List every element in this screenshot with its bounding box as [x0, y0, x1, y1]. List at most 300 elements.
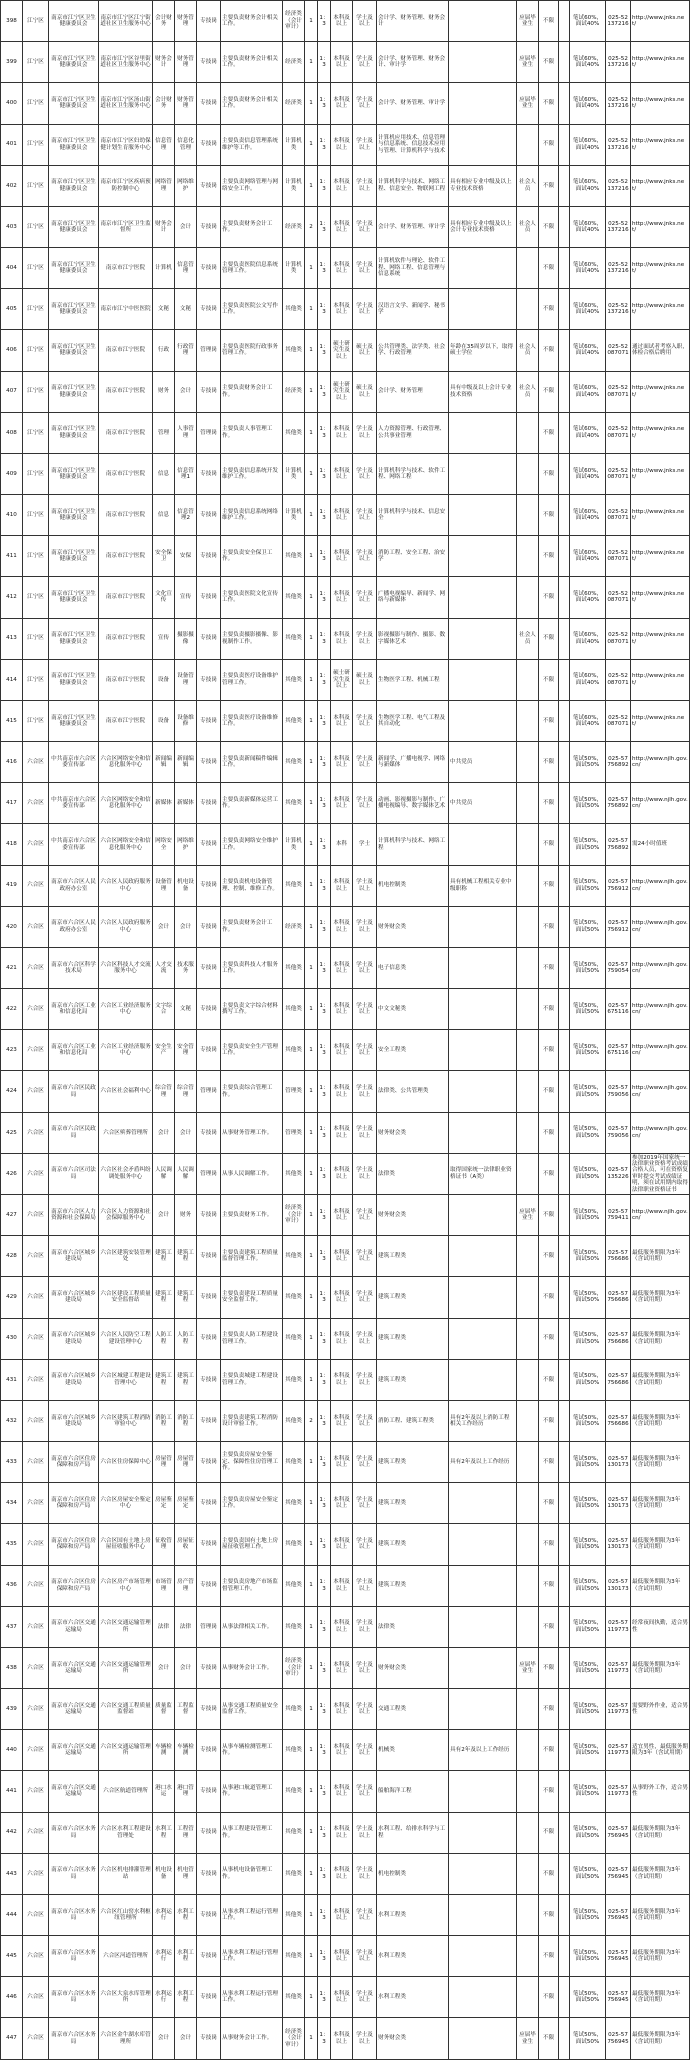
- cell-major: 新闻学、广播电视学、网络与新媒体: [377, 742, 449, 783]
- cell-exam-category: 计算机类: [283, 124, 305, 165]
- cell-exam-weight-marker: [559, 1359, 570, 1400]
- cell-applicant-type: 社会人员: [517, 330, 539, 371]
- cell-other-requirements: [449, 1936, 517, 1977]
- cell-ratio: 1：3: [318, 1318, 331, 1359]
- cell-other-requirements: [449, 1771, 517, 1812]
- cell-job-code: 431: [1, 1359, 23, 1400]
- cell-gender: 不限: [539, 1, 559, 42]
- cell-exam-category: 其他类: [283, 577, 305, 618]
- cell-degree: 学士及以上: [353, 1030, 377, 1071]
- cell-job-description: 主要负责文字综合材料撰写工作。: [221, 989, 283, 1030]
- cell-other-requirements: [449, 1894, 517, 1935]
- cell-position-name: 会计财务: [153, 1, 175, 42]
- cell-degree: 学士及以上: [353, 42, 377, 83]
- cell-major: 公共管理类、法学类、社会学、行政管理: [377, 330, 449, 371]
- cell-district: 江宁区: [23, 577, 49, 618]
- cell-phone: 025-52087071: [606, 330, 631, 371]
- cell-position-name: 建筑工程: [153, 1236, 175, 1277]
- cell-department: 南京市六合区民政局: [49, 1112, 99, 1153]
- table-row: [1, 1359, 690, 1400]
- cell-job-description: 主要负责财务会计相关工作。: [221, 1, 283, 42]
- table-row: [1, 165, 690, 206]
- cell-department: 南京市江宁区卫生健康委员会: [49, 248, 99, 289]
- cell-position-name: 会计: [153, 1647, 175, 1688]
- cell-department: 南京市江宁区卫生健康委员会: [49, 536, 99, 577]
- cell-remarks: 需24小时值班: [631, 824, 690, 865]
- cell-exam-category: 其他类: [283, 1565, 305, 1606]
- cell-ratio: 1：3: [318, 124, 331, 165]
- cell-exam-weight-marker: [559, 1, 570, 42]
- cell-exam-category: 其他类: [283, 1771, 305, 1812]
- cell-position-name: 水利运行: [153, 1977, 175, 2018]
- cell-district: 江宁区: [23, 618, 49, 659]
- cell-position-name: 会计: [153, 2018, 175, 2059]
- cell-exam-category: 经济类（会计审计）: [283, 2018, 305, 2059]
- cell-major: 法律类、公共管理类: [377, 1071, 449, 1112]
- cell-job-description: 主要负责国有土地上房屋征收管理工作。: [221, 1524, 283, 1565]
- cell-education: 本科及以上: [331, 577, 353, 618]
- cell-district: 江宁区: [23, 659, 49, 700]
- cell-position-category: 人民调解: [175, 1153, 197, 1194]
- cell-gender: 不限: [539, 412, 559, 453]
- cell-education: 本科及以上: [331, 1977, 353, 2018]
- cell-major: 汉语言文学、新闻学、秘书学: [377, 289, 449, 330]
- cell-headcount: 1: [305, 947, 318, 988]
- cell-district: 六合区: [23, 1977, 49, 2018]
- cell-position-category: 信息管理: [175, 248, 197, 289]
- cell-major: 计算机软件与理论、软件工程、网络工程、信息管理与信息系统: [377, 248, 449, 289]
- cell-job-code: 428: [1, 1236, 23, 1277]
- cell-applicant-type: [517, 989, 539, 1030]
- cell-phone: 025-57756892: [606, 742, 631, 783]
- cell-exam-weight: 笔试50%，面试50%: [570, 824, 606, 865]
- cell-education: 本科及以上: [331, 1071, 353, 1112]
- cell-gender: 不限: [539, 206, 559, 247]
- cell-gender: 不限: [539, 700, 559, 741]
- cell-exam-weight: 笔试60%，面试40%: [570, 165, 606, 206]
- cell-position-category: 文秘: [175, 289, 197, 330]
- cell-ratio: 1：3: [318, 1771, 331, 1812]
- cell-education: 硕士研究生及以上: [331, 371, 353, 412]
- cell-education: 本科及以上: [331, 248, 353, 289]
- cell-position-name: 信息: [153, 495, 175, 536]
- cell-phone: 025-57756945: [606, 2018, 631, 2059]
- cell-gender: 不限: [539, 495, 559, 536]
- cell-district: 六合区: [23, 1071, 49, 1112]
- cell-unit: 六合区人民政府服务中心: [99, 906, 153, 947]
- cell-major: 机电控制类: [377, 1853, 449, 1894]
- cell-other-requirements: [449, 659, 517, 700]
- cell-position-name: 信息: [153, 453, 175, 494]
- cell-position-type: 专技岗: [197, 1894, 221, 1935]
- cell-other-requirements: [449, 700, 517, 741]
- cell-unit: 六合区住房保障中心: [99, 1442, 153, 1483]
- cell-position-name: 人防工程: [153, 1318, 175, 1359]
- cell-major: 财务财会类: [377, 1194, 449, 1235]
- cell-position-category: 网络维护: [175, 824, 197, 865]
- cell-exam-category: 其他类: [283, 865, 305, 906]
- cell-district: 六合区: [23, 1277, 49, 1318]
- cell-ratio: 1：3: [318, 1400, 331, 1441]
- cell-exam-weight-marker: [559, 248, 570, 289]
- cell-headcount: 1: [305, 700, 318, 741]
- cell-ratio: 1：3: [318, 824, 331, 865]
- cell-education: 本科及以上: [331, 1812, 353, 1853]
- cell-major: 建筑工程类: [377, 1442, 449, 1483]
- cell-department: 南京市江宁区卫生健康委员会: [49, 206, 99, 247]
- cell-job-code: 446: [1, 1977, 23, 2018]
- cell-position-name: 机电设备: [153, 1853, 175, 1894]
- cell-unit: 六合区红山窑水利枢纽管理所: [99, 1894, 153, 1935]
- cell-other-requirements: [449, 1565, 517, 1606]
- cell-other-requirements: 具有2年及以上工作经历: [449, 1442, 517, 1483]
- cell-position-type: 专技岗: [197, 1524, 221, 1565]
- cell-applicant-type: [517, 947, 539, 988]
- cell-headcount: 1: [305, 1771, 318, 1812]
- cell-position-name: 消防工程: [153, 1400, 175, 1441]
- cell-job-description: 从事机电设备管理工作。: [221, 1853, 283, 1894]
- cell-unit: 南京市江宁医院: [99, 577, 153, 618]
- cell-exam-weight-marker: [559, 1277, 570, 1318]
- cell-gender: 不限: [539, 1977, 559, 2018]
- cell-exam-weight: 笔试50%，面试50%: [570, 1194, 606, 1235]
- cell-exam-category: 其他类: [283, 659, 305, 700]
- cell-job-code: 405: [1, 289, 23, 330]
- cell-ratio: 1：3: [318, 1236, 331, 1277]
- cell-education: 本科及以上: [331, 1771, 353, 1812]
- cell-gender: 不限: [539, 2018, 559, 2059]
- cell-unit: 南京市江宁区妇幼保健计划生育服务中心: [99, 124, 153, 165]
- cell-position-category: 财务管理: [175, 1, 197, 42]
- cell-position-type: 专技岗: [197, 1730, 221, 1771]
- cell-job-description: 主要负责机电设备管理、控制、维修工作。: [221, 865, 283, 906]
- cell-position-type: 专技岗: [197, 1112, 221, 1153]
- cell-job-description: 主要负责信息系统网络维护工作。: [221, 495, 283, 536]
- cell-position-name: 人才交流: [153, 947, 175, 988]
- cell-department: 南京市六合区水务局: [49, 1894, 99, 1935]
- cell-applicant-type: [517, 1359, 539, 1400]
- cell-job-description: 从事车辆检测管理工作。: [221, 1730, 283, 1771]
- cell-position-type: 专技岗: [197, 83, 221, 124]
- cell-major: 财务财会类: [377, 2018, 449, 2059]
- cell-phone: 025-57130173: [606, 1442, 631, 1483]
- cell-gender: 不限: [539, 1730, 559, 1771]
- cell-gender: 不限: [539, 1318, 559, 1359]
- cell-position-category: 新媒体: [175, 783, 197, 824]
- cell-other-requirements: 具有相应专业中级及以上会计专业技术资格: [449, 206, 517, 247]
- cell-education: 本科及以上: [331, 742, 353, 783]
- cell-headcount: 1: [305, 1236, 318, 1277]
- cell-other-requirements: 中共党员: [449, 742, 517, 783]
- cell-exam-category: 其他类: [283, 536, 305, 577]
- cell-major: 动画、影视摄影与制作、广播电视编导、数字媒体艺术: [377, 783, 449, 824]
- cell-district: 江宁区: [23, 206, 49, 247]
- cell-ratio: 1：3: [318, 1524, 331, 1565]
- cell-gender: 不限: [539, 1236, 559, 1277]
- cell-job-description: 主要负责房地产市场监督管理工作。: [221, 1565, 283, 1606]
- cell-phone: 025-57759411: [606, 1194, 631, 1235]
- cell-exam-weight: 笔试50%，面试50%: [570, 1565, 606, 1606]
- cell-exam-weight-marker: [559, 1318, 570, 1359]
- cell-district: 六合区: [23, 1936, 49, 1977]
- cell-education: 本科及以上: [331, 1030, 353, 1071]
- cell-education: 本科及以上: [331, 1277, 353, 1318]
- cell-exam-category: 其他类: [283, 1318, 305, 1359]
- cell-remarks: 最低服务期限为3年（含试用期）: [631, 1565, 690, 1606]
- cell-position-type: 管理岗: [197, 412, 221, 453]
- cell-job-code: 435: [1, 1524, 23, 1565]
- cell-degree: 学士及以上: [353, 1442, 377, 1483]
- cell-position-name: 人民调解: [153, 1153, 175, 1194]
- cell-position-type: 专技岗: [197, 1236, 221, 1277]
- cell-position-type: 专技岗: [197, 1194, 221, 1235]
- table-row: [1, 1318, 690, 1359]
- cell-ratio: 1：3: [318, 1812, 331, 1853]
- cell-position-name: 信息管理: [153, 124, 175, 165]
- cell-position-name: 水利运行: [153, 1936, 175, 1977]
- cell-job-code: 429: [1, 1277, 23, 1318]
- cell-phone: 025-57119773: [606, 1730, 631, 1771]
- table-row: [1, 865, 690, 906]
- cell-phone: 025-52087071: [606, 412, 631, 453]
- cell-gender: 不限: [539, 865, 559, 906]
- cell-position-type: 专技岗: [197, 2018, 221, 2059]
- cell-exam-weight-marker: [559, 1812, 570, 1853]
- cell-exam-weight: 笔试60%，面试40%: [570, 618, 606, 659]
- cell-exam-weight: 笔试50%，面试50%: [570, 1894, 606, 1935]
- cell-exam-weight: 笔试60%，面试40%: [570, 700, 606, 741]
- cell-district: 江宁区: [23, 700, 49, 741]
- cell-department: 南京市江宁区卫生健康委员会: [49, 659, 99, 700]
- cell-remarks: http://www.jnks.net/: [631, 371, 690, 412]
- cell-phone: 025-52137216: [606, 42, 631, 83]
- cell-exam-category: 其他类: [283, 289, 305, 330]
- cell-headcount: 2: [305, 206, 318, 247]
- cell-applicant-type: [517, 1318, 539, 1359]
- cell-phone: 025-57130173: [606, 1483, 631, 1524]
- cell-degree: 学士及以上: [353, 1153, 377, 1194]
- cell-other-requirements: 具有机械工程相关专业中级职称: [449, 865, 517, 906]
- cell-exam-weight-marker: [559, 659, 570, 700]
- cell-gender: 不限: [539, 1689, 559, 1730]
- cell-position-category: 会计: [175, 206, 197, 247]
- cell-degree: 学士及以上: [353, 1812, 377, 1853]
- cell-job-description: 主要负责财务会计相关工作。: [221, 42, 283, 83]
- cell-district: 六合区: [23, 1112, 49, 1153]
- cell-exam-weight: 笔试50%，面试50%: [570, 1236, 606, 1277]
- cell-gender: 不限: [539, 1112, 559, 1153]
- cell-major: 会计学、财务管理、审计学: [377, 83, 449, 124]
- table-row: [1, 1112, 690, 1153]
- cell-unit: 南京市江宁医院: [99, 371, 153, 412]
- cell-gender: 不限: [539, 1359, 559, 1400]
- cell-unit: 南京市江宁医院: [99, 412, 153, 453]
- cell-ratio: 1：3: [318, 1194, 331, 1235]
- cell-position-type: 专技岗: [197, 371, 221, 412]
- cell-phone: 025-52087071: [606, 659, 631, 700]
- cell-degree: 学士及以上: [353, 1524, 377, 1565]
- cell-headcount: 1: [305, 289, 318, 330]
- cell-remarks: http://www.jnks.net/: [631, 165, 690, 206]
- cell-department: 南京市六合区住房保障和房产局: [49, 1483, 99, 1524]
- cell-other-requirements: [449, 412, 517, 453]
- cell-degree: 学士及以上: [353, 906, 377, 947]
- cell-district: 江宁区: [23, 453, 49, 494]
- cell-exam-weight: 笔试50%，面试50%: [570, 1277, 606, 1318]
- cell-position-name: 房屋鉴定: [153, 1483, 175, 1524]
- cell-degree: 学士及以上: [353, 1194, 377, 1235]
- cell-phone: 025-57756686: [606, 1236, 631, 1277]
- cell-position-category: 会计: [175, 2018, 197, 2059]
- cell-headcount: 1: [305, 865, 318, 906]
- cell-degree: 学士及以上: [353, 1318, 377, 1359]
- cell-job-code: 445: [1, 1936, 23, 1977]
- cell-job-code: 436: [1, 1565, 23, 1606]
- cell-position-category: 技术服务: [175, 947, 197, 988]
- cell-exam-weight-marker: [559, 577, 570, 618]
- cell-exam-weight-marker: [559, 824, 570, 865]
- cell-ratio: 1：3: [318, 659, 331, 700]
- cell-job-code: 400: [1, 83, 23, 124]
- cell-education: 本科及以上: [331, 1, 353, 42]
- table-row: [1, 330, 690, 371]
- cell-unit: 六合区网络安全和信息化服务中心: [99, 824, 153, 865]
- cell-unit: 六合区国有土地上房屋征收服务中心: [99, 1524, 153, 1565]
- cell-position-category: 设备管理: [175, 659, 197, 700]
- cell-exam-weight-marker: [559, 618, 570, 659]
- table-row: [1, 906, 690, 947]
- cell-job-code: 419: [1, 865, 23, 906]
- cell-job-code: 438: [1, 1647, 23, 1688]
- cell-other-requirements: [449, 1483, 517, 1524]
- cell-job-description: 主要负责建筑工程消防设计审验工作。: [221, 1400, 283, 1441]
- cell-headcount: 1: [305, 1112, 318, 1153]
- cell-district: 江宁区: [23, 289, 49, 330]
- cell-gender: 不限: [539, 1936, 559, 1977]
- cell-remarks: http://www.jnks.net/: [631, 453, 690, 494]
- cell-job-code: 430: [1, 1318, 23, 1359]
- cell-position-category: 会计: [175, 371, 197, 412]
- cell-position-category: 安全管理: [175, 1030, 197, 1071]
- cell-job-description: 主要负责网络管理与网络安全工作。: [221, 165, 283, 206]
- table-row: [1, 577, 690, 618]
- cell-exam-weight: 笔试50%，面试50%: [570, 989, 606, 1030]
- cell-exam-weight: 笔试50%，面试50%: [570, 1153, 606, 1194]
- cell-applicant-type: 应届毕业生: [517, 1647, 539, 1688]
- cell-exam-weight-marker: [559, 206, 570, 247]
- cell-unit: 六合区殡葬管理所: [99, 1112, 153, 1153]
- cell-position-category: 财务: [175, 1194, 197, 1235]
- cell-district: 六合区: [23, 906, 49, 947]
- cell-unit: 六合区水利工程建设管理处: [99, 1812, 153, 1853]
- cell-major: 法律类: [377, 1153, 449, 1194]
- cell-job-description: 主要负责房屋安全鉴定工作。: [221, 1483, 283, 1524]
- cell-headcount: 1: [305, 1977, 318, 2018]
- cell-major: 计算机科学与技术、信息安全: [377, 495, 449, 536]
- cell-district: 六合区: [23, 2018, 49, 2059]
- cell-other-requirements: [449, 1030, 517, 1071]
- cell-degree: 学士及以上: [353, 1112, 377, 1153]
- cell-remarks: 最低服务期限为3年（含试用期）: [631, 1483, 690, 1524]
- cell-ratio: 1：3: [318, 1606, 331, 1647]
- cell-exam-weight: 笔试60%，面试40%: [570, 330, 606, 371]
- cell-department: 南京市六合区城乡建设局: [49, 1359, 99, 1400]
- cell-applicant-type: [517, 1112, 539, 1153]
- cell-unit: 南京市江宁区疾病预防控制中心: [99, 165, 153, 206]
- cell-position-type: 专技岗: [197, 1, 221, 42]
- cell-degree: 学士及以上: [353, 206, 377, 247]
- cell-position-type: 专技岗: [197, 906, 221, 947]
- cell-remarks: http://www.njlh.gov.cn/: [631, 947, 690, 988]
- cell-remarks: http://www.njlh.gov.cn/: [631, 783, 690, 824]
- cell-exam-weight: 笔试50%，面试50%: [570, 742, 606, 783]
- cell-department: 南京市江宁区卫生健康委员会: [49, 495, 99, 536]
- cell-phone: 025-57756892: [606, 824, 631, 865]
- cell-remarks: 通过面试者考察入职，体检合格后聘用: [631, 330, 690, 371]
- cell-position-type: 专技岗: [197, 783, 221, 824]
- cell-degree: 学士及以上: [353, 1565, 377, 1606]
- cell-exam-weight-marker: [559, 1853, 570, 1894]
- cell-district: 六合区: [23, 824, 49, 865]
- cell-department: 南京市六合区科学技术局: [49, 947, 99, 988]
- cell-phone: 025-57119773: [606, 1689, 631, 1730]
- cell-ratio: 1：3: [318, 83, 331, 124]
- cell-remarks: 最低服务期限为3年（含试用期）: [631, 1277, 690, 1318]
- cell-gender: 不限: [539, 124, 559, 165]
- cell-exam-category: 其他类: [283, 330, 305, 371]
- cell-degree: 学士及以上: [353, 1483, 377, 1524]
- cell-other-requirements: [449, 947, 517, 988]
- cell-job-code: 420: [1, 906, 23, 947]
- cell-major: 水利工程、给排水科学与工程: [377, 1812, 449, 1853]
- cell-ratio: 1：3: [318, 2018, 331, 2059]
- cell-gender: 不限: [539, 453, 559, 494]
- table-row: [1, 947, 690, 988]
- cell-gender: 不限: [539, 906, 559, 947]
- cell-gender: 不限: [539, 1812, 559, 1853]
- cell-exam-weight: 笔试50%，面试50%: [570, 1647, 606, 1688]
- cell-applicant-type: [517, 248, 539, 289]
- cell-remarks: 最低服务期限为3年（含试用期）: [631, 1442, 690, 1483]
- cell-headcount: 1: [305, 1853, 318, 1894]
- cell-phone: 025-57756945: [606, 1894, 631, 1935]
- cell-major: 建筑工程类: [377, 1236, 449, 1277]
- cell-degree: 学士及以上: [353, 83, 377, 124]
- cell-phone: 025-57756686: [606, 1359, 631, 1400]
- cell-exam-weight-marker: [559, 742, 570, 783]
- cell-exam-weight: 笔试50%，面试50%: [570, 1483, 606, 1524]
- cell-other-requirements: 具有中级及以上会计专业技术资格: [449, 371, 517, 412]
- cell-ratio: 1：3: [318, 1853, 331, 1894]
- cell-major: 会计学、财务管理: [377, 371, 449, 412]
- cell-ratio: 1：3: [318, 618, 331, 659]
- cell-position-type: 专技岗: [197, 1689, 221, 1730]
- cell-department: 南京市六合区司法局: [49, 1153, 99, 1194]
- cell-other-requirements: [449, 1689, 517, 1730]
- cell-headcount: 1: [305, 495, 318, 536]
- cell-other-requirements: [449, 906, 517, 947]
- cell-phone: 025-57756945: [606, 1977, 631, 2018]
- cell-position-name: 文字综合: [153, 989, 175, 1030]
- cell-other-requirements: [449, 618, 517, 659]
- cell-degree: 学士及以上: [353, 165, 377, 206]
- cell-major: 财务财会类: [377, 1647, 449, 1688]
- table-row: [1, 1153, 690, 1194]
- cell-exam-weight-marker: [559, 906, 570, 947]
- cell-exam-weight-marker: [559, 495, 570, 536]
- table-row: [1, 659, 690, 700]
- cell-exam-weight-marker: [559, 1236, 570, 1277]
